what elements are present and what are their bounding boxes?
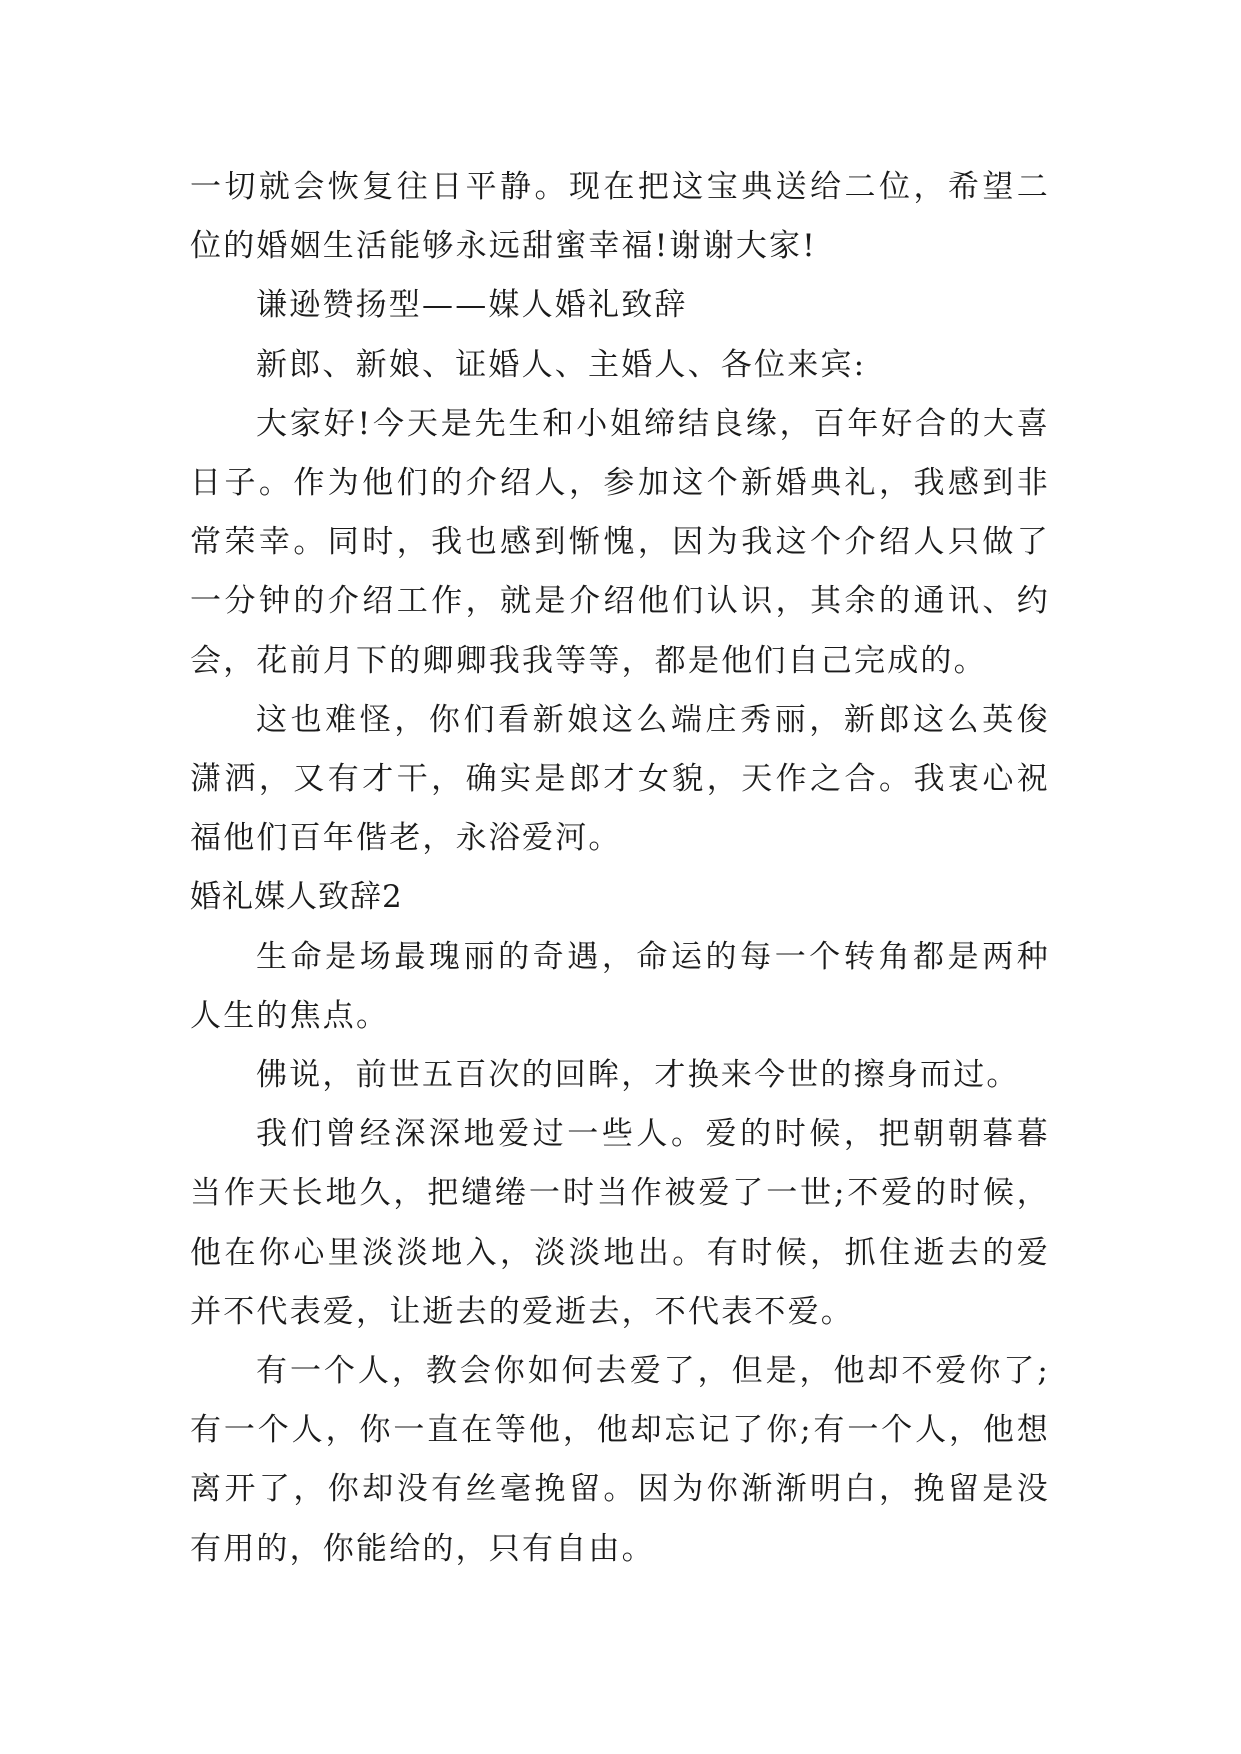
section-title: 谦逊赞扬型——媒人婚礼致辞 (256, 287, 688, 324)
paragraph: 生命是场最瑰丽的奇遇，命运的每一个转角都是两种人生的焦点。 (190, 938, 1050, 1034)
document-body (190, 158, 1050, 1579)
paragraph: 佛说，前世五百次的回眸，才换来今世的擦身而过。 (256, 1057, 1020, 1094)
paragraph: 一切就会恢复往日平静。现在把这宝典送给二位，希望二位的婚姻生活能够永远甜蜜幸福!谢谢大家! (190, 169, 1050, 265)
paragraph: 我们曾经深深地爱过一些人。爱的时候，把朝朝暮暮当作天长地久，把缱绻一时当作被爱了一世;不爱的时候，他在你心里淡淡地入，淡淡地出。有时候，抓住逝去的爱并不代表爱，让逝去的爱逝去，不代表不爱。 (190, 1116, 1050, 1330)
paragraph: 有一个人，教会你如何去爱了，但是，他却不爱你了;有一个人，你一直在等他，他却忘记了你;有一个人，他想离开了，你却没有丝毫挽留。因为你渐渐明白，挽留是没有用的，你能给的，只有自由。 (190, 1353, 1050, 1567)
salutation: 新郎、新娘、证婚人、主婚人、各位来宾: (256, 346, 867, 383)
paragraph: 大家好!今天是先生和小姐缔结良缘，百年好合的大喜日子。作为他们的介绍人，参加这个新婚典礼，我感到非常荣幸。同时，我也感到惭愧，因为我这个介绍人只做了一分钟的介绍工作，就是介绍他们认识，其余的通讯、约会，花前月下的卿卿我我等等，都是他们自己完成的。 (190, 405, 1050, 679)
paragraph: 这也难怪，你们看新娘这么端庄秀丽，新郎这么英俊潇洒，又有才干，确实是郎才女貌，天作之合。我衷心祝福他们百年偕老，永浴爱河。 (190, 701, 1050, 857)
section-heading: 婚礼媒人致辞2 (190, 879, 403, 916)
